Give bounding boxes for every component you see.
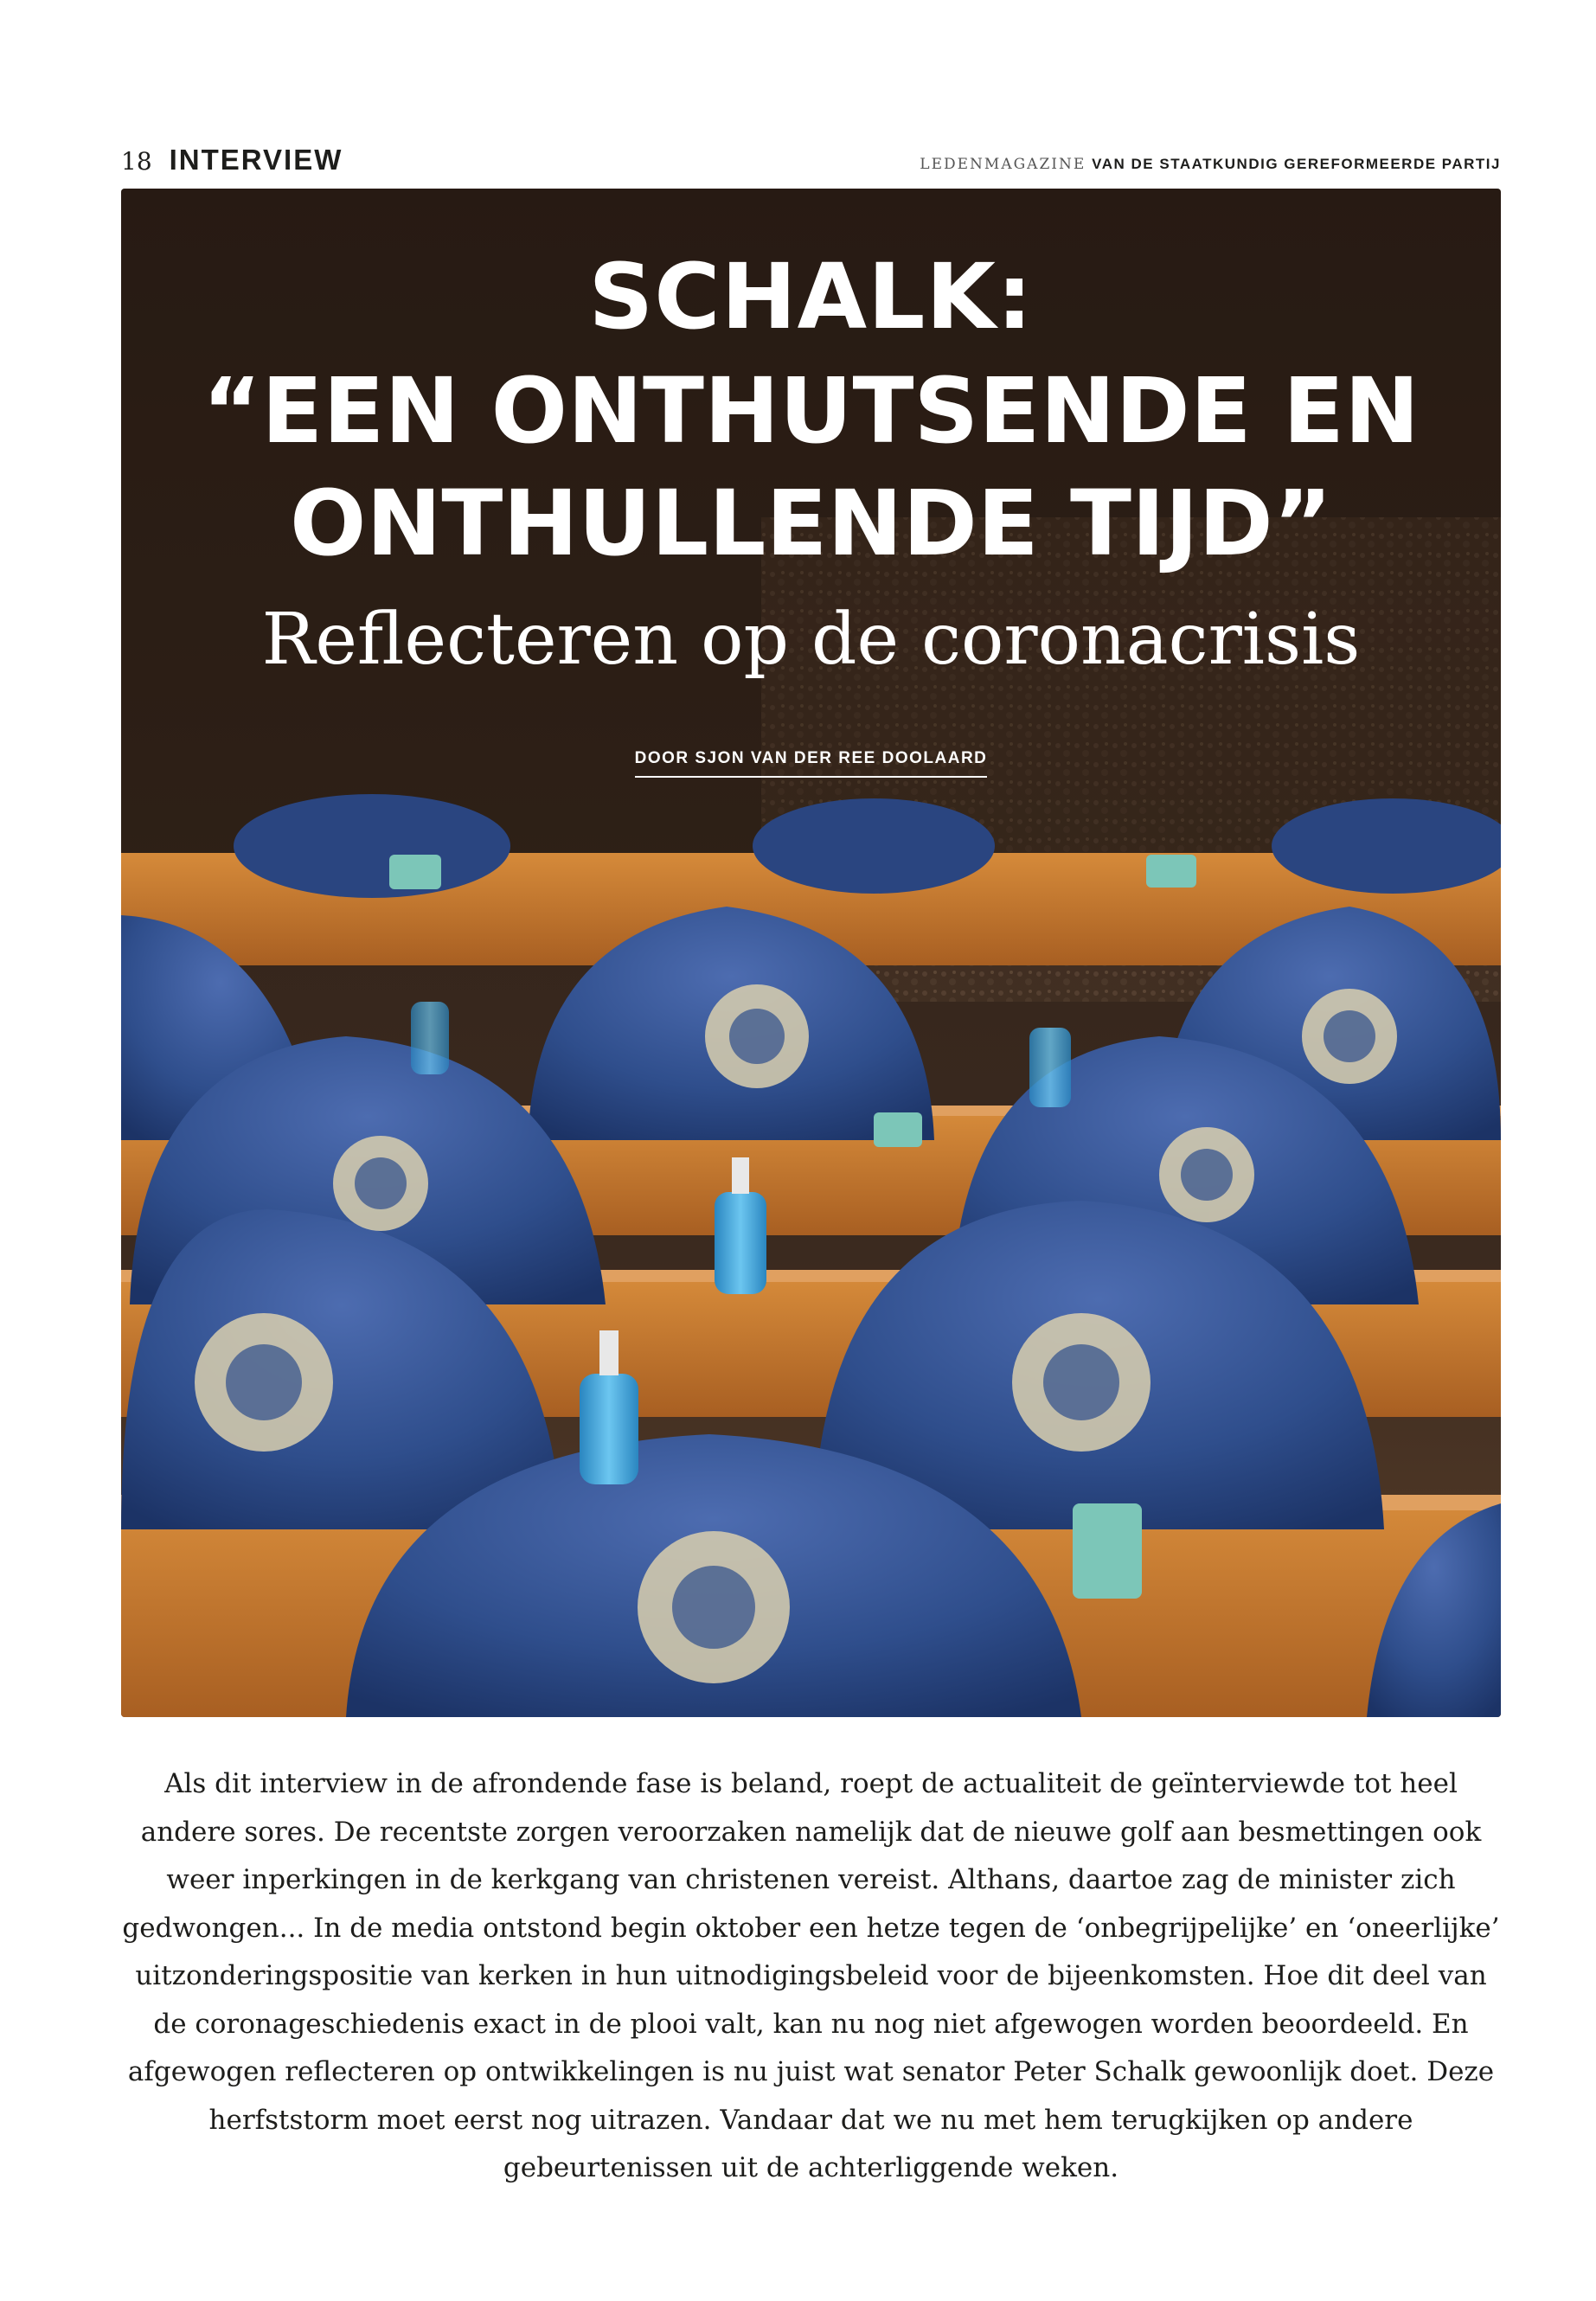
subtitle: Reflecteren op de coronacrisis (261, 599, 1361, 681)
intro-paragraph: Als dit interview in de afrondende fase is beland, roept de actualiteit de geïnterviewde tot heel andere sores. De recentste zorgen veroorzaken namelijk dat de nieuwe golf aan besmettingen ook weer inperkingen in de kerkgang van christenen vereist. Althans, daartoe zag de minister zich gedwongen... In de media ontstond begin oktober een hetze tegen de ‘onbegrijpelijke’ en ‘oneerlijke’ uitzonderingspositie van kerken in hun uitnodigingsbeleid voor de bijeenkomsten. Hoe dit deel van de coronageschiedenis exact in de plooi valt, kan nu nog niet afgewogen worden beoordeeld. En afgewogen reflecteren op ontwikkelingen is nu juist wat senator Peter Schalk gewoonlijk doet. Deze herfststorm moet eerst nog uitrazen. Vandaar dat we nu met hem terugkijken op andere gebeurtenissen uit de achterliggende weken. (122, 1768, 1500, 2183)
page-number: 18 (121, 147, 152, 176)
magazine-label (920, 156, 1501, 173)
magazine-label-bold: VAN DE STAATKUNDIG GEREFORMEERDE PARTIJ (1092, 156, 1501, 172)
headline-line-2: “EEN ONTHUTSENDE EN (202, 358, 1420, 464)
page-header-left (121, 144, 343, 176)
hero-image (121, 189, 1501, 1717)
byline-text: DOOR SJON VAN DER REE DOOLAARD (635, 749, 988, 778)
headline-line-3: ONTHULLENDE TIJD” (289, 471, 1333, 576)
magazine-label-light: LEDENMAGAZINE (920, 156, 1086, 173)
headline-line-1: SCHALK: (588, 244, 1034, 349)
byline (121, 749, 1501, 768)
section-label: INTERVIEW (169, 144, 343, 176)
